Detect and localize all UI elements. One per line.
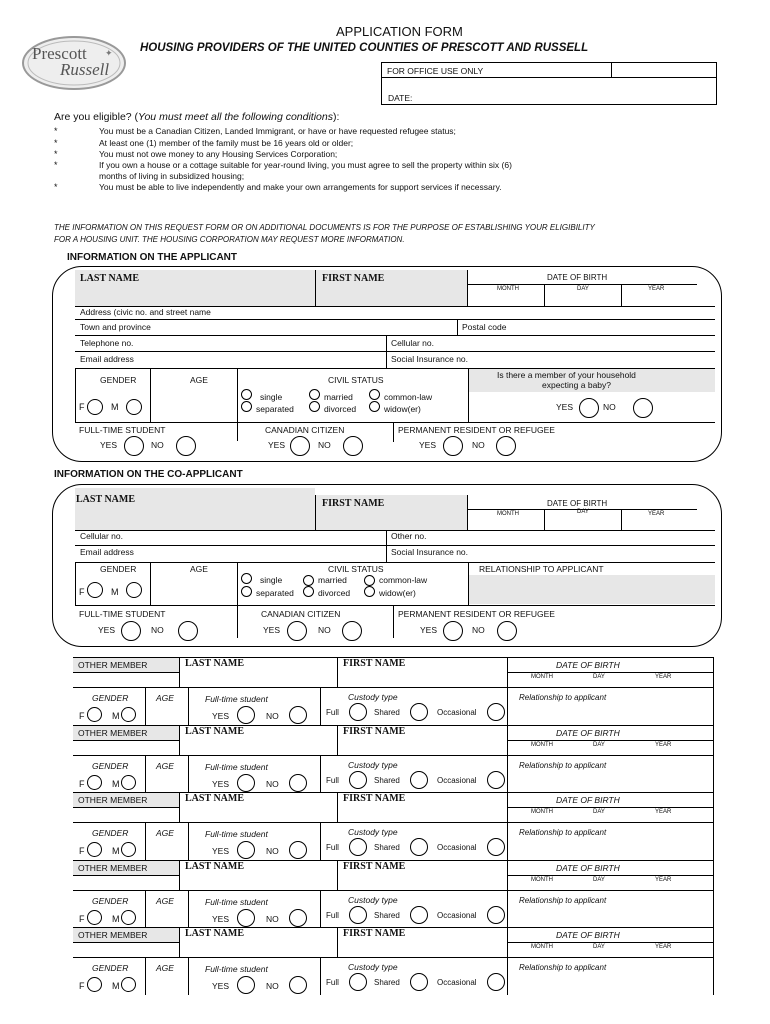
relationship-label: Relationship to applicant — [519, 761, 607, 770]
coapp-dob-label: DATE OF BIRTH — [547, 499, 608, 508]
other-member-label: OTHER MEMBER — [78, 728, 148, 738]
day-label: DAY — [593, 742, 605, 748]
widow-label: widow(er) — [379, 588, 416, 598]
no-label: NO — [266, 711, 279, 721]
bullet: * — [54, 182, 58, 192]
full-label: Full — [326, 911, 339, 920]
yes-label: YES — [212, 914, 230, 924]
age-label: AGE — [156, 761, 174, 771]
common-law-label: common-law — [379, 575, 428, 585]
relationship-label: Relationship to applicant — [519, 963, 607, 972]
relationship-label: Relationship to applicant — [519, 828, 607, 837]
coapp-married-radio[interactable] — [303, 575, 314, 586]
bullet: * — [54, 149, 58, 159]
email-field[interactable]: Email address — [80, 354, 134, 364]
occasional-label: Occasional — [437, 978, 477, 987]
gender-label: GENDER — [92, 828, 129, 838]
custody-occasional-radio[interactable] — [487, 703, 505, 721]
fulltime-label: Full-time student — [205, 762, 268, 772]
civil-status-label: CIVIL STATUS — [328, 564, 384, 574]
year-label: YEAR — [655, 877, 672, 883]
separated-radio[interactable] — [241, 401, 252, 412]
custody-full-radio[interactable] — [349, 906, 367, 924]
gender-label: GENDER — [100, 375, 137, 385]
yes-label: YES — [212, 711, 230, 721]
gender-m-radio[interactable] — [126, 399, 142, 415]
member-gender-f-radio[interactable] — [87, 707, 102, 722]
notice-line2: FOR A HOUSING UNIT. THE HOUSING CORPORATION MAY REQUEST MORE INFORMATION. — [54, 235, 405, 244]
member-fulltime-no-radio[interactable] — [289, 841, 307, 859]
no-label: NO — [266, 846, 279, 856]
yes-label: YES — [100, 440, 118, 450]
sin-field[interactable]: Social Insurance no. — [391, 354, 469, 364]
full-label: Full — [326, 843, 339, 852]
coapplicant-section-title: INFORMATION ON THE CO-APPLICANT — [54, 469, 243, 480]
year-label: YEAR — [655, 674, 672, 680]
custody-occasional-radio[interactable] — [487, 906, 505, 924]
coapp-fulltime-no-radio[interactable] — [178, 621, 198, 641]
yes-label: YES — [263, 625, 281, 635]
gender-m-label: M — [112, 779, 120, 789]
full-label: Full — [326, 978, 339, 987]
year-label: YEAR — [655, 742, 672, 748]
shared-label: Shared — [374, 708, 400, 717]
member-dob-label: DATE OF BIRTH — [556, 728, 620, 738]
member-gender-f-radio[interactable] — [87, 775, 102, 790]
member-gender-m-radio[interactable] — [121, 977, 136, 992]
other-member-label: OTHER MEMBER — [78, 660, 148, 670]
occasional-label: Occasional — [437, 843, 477, 852]
member-dob-label: DATE OF BIRTH — [556, 930, 620, 940]
gender-f-label: F — [79, 711, 85, 721]
coapp-citizen-no-radio[interactable] — [342, 621, 362, 641]
custody-shared-radio[interactable] — [410, 703, 428, 721]
member-dob-label: DATE OF BIRTH — [556, 660, 620, 670]
age-label: AGE — [190, 375, 208, 385]
coapp-last-name-label: LAST NAME — [76, 494, 135, 505]
coapp-other-field[interactable]: Other no. — [391, 531, 427, 541]
fulltime-label: Full-time student — [205, 694, 268, 704]
yes-label: YES — [268, 440, 286, 450]
common-law-radio[interactable] — [369, 389, 380, 400]
town-field[interactable]: Town and province — [80, 322, 151, 332]
page-subtitle: HOUSING PROVIDERS OF THE UNITED COUNTIES OF PRESCOTT AND RUSSELL — [140, 42, 589, 54]
gender-f-label: F — [79, 402, 85, 412]
other-member-label: OTHER MEMBER — [78, 795, 148, 805]
relationship-label: Relationship to applicant — [519, 896, 607, 905]
bullet: * — [54, 160, 58, 170]
member-fulltime-yes-radio[interactable] — [237, 706, 255, 724]
member-gender-m-radio[interactable] — [121, 910, 136, 925]
gender-f-label: F — [79, 981, 85, 991]
bullet: * — [54, 126, 58, 136]
baby-no-label: NO — [603, 402, 616, 412]
member-fulltime-no-radio[interactable] — [289, 774, 307, 792]
no-label: NO — [472, 440, 485, 450]
day-label: DAY — [577, 286, 589, 292]
resident-yes-radio[interactable] — [443, 436, 463, 456]
member-dob-label: DATE OF BIRTH — [556, 863, 620, 873]
member-last-name-label: LAST NAME — [185, 658, 244, 669]
coapp-fulltime-yes-radio[interactable] — [121, 621, 141, 641]
custody-occasional-radio[interactable] — [487, 973, 505, 991]
cellular-field[interactable]: Cellular no. — [391, 338, 434, 348]
full-label: Full — [326, 708, 339, 717]
applicant-dob-label: DATE OF BIRTH — [547, 273, 608, 282]
resident-label: PERMANENT RESIDENT OR REFUGEE — [398, 609, 555, 619]
gender-f-label: F — [79, 914, 85, 924]
custody-occasional-radio[interactable] — [487, 838, 505, 856]
custody-full-radio[interactable] — [349, 838, 367, 856]
day-label: DAY — [593, 944, 605, 950]
fulltime-label: Full-time student — [205, 829, 268, 839]
custody-full-radio[interactable] — [349, 703, 367, 721]
member-fulltime-no-radio[interactable] — [289, 706, 307, 724]
gender-m-label: M — [112, 914, 120, 924]
address-field[interactable]: Address (civic no. and street name — [80, 307, 211, 317]
postal-code-field[interactable]: Postal code — [462, 322, 507, 332]
no-label: NO — [151, 440, 164, 450]
custody-occasional-radio[interactable] — [487, 771, 505, 789]
gender-label: GENDER — [92, 896, 129, 906]
custody-shared-radio[interactable] — [410, 771, 428, 789]
custody-label: Custody type — [348, 827, 398, 837]
gender-m-label: M — [112, 981, 120, 991]
custody-full-radio[interactable] — [349, 973, 367, 991]
member-dob-label: DATE OF BIRTH — [556, 795, 620, 805]
coapp-common-law-radio[interactable] — [364, 575, 375, 586]
coapp-divorced-radio[interactable] — [303, 586, 314, 597]
custody-label: Custody type — [348, 760, 398, 770]
baby-question-2: expecting a baby? — [542, 380, 611, 390]
baby-yes-radio[interactable] — [579, 398, 599, 418]
no-label: NO — [472, 625, 485, 635]
resident-no-radio[interactable] — [496, 436, 516, 456]
no-label: NO — [266, 981, 279, 991]
coapp-citizen-yes-radio[interactable] — [287, 621, 307, 641]
member-first-name-label: FIRST NAME — [343, 658, 406, 669]
occasional-label: Occasional — [437, 911, 477, 920]
gender-label: GENDER — [92, 693, 129, 703]
logo-line2: Russell — [60, 60, 110, 79]
month-label: MONTH — [531, 877, 553, 883]
month-label: MONTH — [531, 742, 553, 748]
baby-no-radio[interactable] — [633, 398, 653, 418]
resident-label: PERMANENT RESIDENT OR REFUGEE — [398, 425, 555, 435]
custody-label: Custody type — [348, 895, 398, 905]
fulltime-label: FULL-TIME STUDENT — [79, 609, 166, 619]
member-first-name-label: FIRST NAME — [343, 726, 406, 737]
member-last-name-label: LAST NAME — [185, 861, 244, 872]
eligibility-item: You must be able to live independently and make your own arrangements for support services if necessary. — [99, 182, 502, 192]
divorced-label: divorced — [324, 404, 357, 414]
relationship-label: RELATIONSHIP TO APPLICANT — [479, 564, 604, 574]
eligibility-item-cont: months of living in subsidized housing; — [99, 171, 245, 181]
custody-label: Custody type — [348, 962, 398, 972]
custody-shared-radio[interactable] — [410, 973, 428, 991]
maple-leaf-icon: ✦ — [105, 48, 113, 58]
day-label: DAY — [593, 674, 605, 680]
member-last-name-label: LAST NAME — [185, 793, 244, 804]
bullet: * — [54, 138, 58, 148]
separated-label: separated — [256, 588, 294, 598]
member-gender-f-radio[interactable] — [87, 977, 102, 992]
member-fulltime-no-radio[interactable] — [289, 909, 307, 927]
widow-label: widow(er) — [384, 404, 421, 414]
citizen-no-radio[interactable] — [343, 436, 363, 456]
gender-m-label: M — [112, 846, 120, 856]
applicant-section-title: INFORMATION ON THE APPLICANT — [67, 252, 237, 263]
member-fulltime-yes-radio[interactable] — [237, 774, 255, 792]
member-gender-m-radio[interactable] — [121, 775, 136, 790]
month-label: MONTH — [497, 511, 519, 517]
yes-label: YES — [419, 440, 437, 450]
office-use-label: FOR OFFICE USE ONLY — [387, 66, 484, 76]
eligibility-item: If you own a house or a cottage suitable for year-round living, you must agree to sell the property within six (6) — [99, 160, 512, 170]
single-radio[interactable] — [241, 389, 252, 400]
member-first-name-label: FIRST NAME — [343, 793, 406, 804]
eligibility-title: Are you eligible? (You must meet all the following conditions): — [54, 111, 340, 123]
eligibility-item: You must be a Canadian Citizen, Landed Immigrant, or have or have requested refugee status; — [99, 126, 456, 136]
yes-label: YES — [420, 625, 438, 635]
member-fulltime-yes-radio[interactable] — [237, 841, 255, 859]
month-label: MONTH — [497, 286, 519, 292]
logo — [20, 34, 128, 92]
gender-label: GENDER — [92, 963, 129, 973]
custody-label: Custody type — [348, 692, 398, 702]
applicant-last-name-label: LAST NAME — [80, 273, 139, 284]
age-label: AGE — [156, 693, 174, 703]
age-label: AGE — [156, 963, 174, 973]
coapp-resident-yes-radio[interactable] — [443, 621, 463, 641]
coapp-sin-field[interactable]: Social Insurance no. — [391, 547, 469, 557]
member-gender-m-radio[interactable] — [121, 707, 136, 722]
separated-label: separated — [256, 404, 294, 414]
year-label: YEAR — [648, 511, 665, 517]
relationship-label: Relationship to applicant — [519, 693, 607, 702]
gender-f-label: F — [79, 846, 85, 856]
civil-status-label: CIVIL STATUS — [328, 375, 384, 385]
baby-question: Is there a member of your household — [497, 370, 636, 380]
coapp-widow-radio[interactable] — [364, 586, 375, 597]
member-gender-m-radio[interactable] — [121, 842, 136, 857]
shared-label: Shared — [374, 978, 400, 987]
fulltime-yes-radio[interactable] — [124, 436, 144, 456]
no-label: NO — [266, 779, 279, 789]
married-label: married — [318, 575, 347, 585]
divorced-label: divorced — [318, 588, 351, 598]
year-label: YEAR — [648, 286, 665, 292]
full-label: Full — [326, 776, 339, 785]
yes-label: YES — [98, 625, 116, 635]
single-label: single — [260, 575, 283, 585]
custody-full-radio[interactable] — [349, 771, 367, 789]
year-label: YEAR — [655, 809, 672, 815]
applicant-first-name-label: FIRST NAME — [322, 273, 385, 284]
occasional-label: Occasional — [437, 776, 477, 785]
gender-label: GENDER — [92, 761, 129, 771]
member-fulltime-yes-radio[interactable] — [237, 909, 255, 927]
day-label: DAY — [577, 509, 589, 515]
custody-shared-radio[interactable] — [410, 906, 428, 924]
telephone-field[interactable]: Telephone no. — [80, 338, 134, 348]
coapp-single-radio[interactable] — [241, 573, 252, 584]
shared-label: Shared — [374, 911, 400, 920]
shared-label: Shared — [374, 843, 400, 852]
member-first-name-label: FIRST NAME — [343, 928, 406, 939]
common-law-label: common-law — [384, 392, 433, 402]
widow-radio[interactable] — [369, 401, 380, 412]
fulltime-label: Full-time student — [205, 897, 268, 907]
no-label: NO — [318, 625, 331, 635]
citizen-label: CANADIAN CITIZEN — [265, 425, 345, 435]
coapp-resident-no-radio[interactable] — [497, 621, 517, 641]
page-title: APPLICATION FORM — [336, 24, 463, 39]
coapp-email-field[interactable]: Email address — [80, 547, 134, 557]
other-member-label: OTHER MEMBER — [78, 930, 148, 940]
day-label: DAY — [593, 877, 605, 883]
member-gender-f-radio[interactable] — [87, 910, 102, 925]
citizen-yes-radio[interactable] — [290, 436, 310, 456]
no-label: NO — [151, 625, 164, 635]
coapp-first-name-label: FIRST NAME — [322, 498, 385, 509]
divorced-radio[interactable] — [309, 401, 320, 412]
age-label: AGE — [190, 564, 208, 574]
coapp-gender-m-radio[interactable] — [126, 582, 142, 598]
notice-line1: THE INFORMATION ON THIS REQUEST FORM OR ON ADDITIONAL DOCUMENTS IS FOR THE PURPOSE OF ESTABLISHING YOUR ELIGIBILITY — [54, 223, 595, 232]
citizen-label: CANADIAN CITIZEN — [261, 609, 341, 619]
occasional-label: Occasional — [437, 708, 477, 717]
fulltime-label: FULL-TIME STUDENT — [79, 425, 166, 435]
date-label: DATE: — [388, 93, 413, 103]
eligibility-item: You must not owe money to any Housing Services Corporation; — [99, 149, 338, 159]
custody-shared-radio[interactable] — [410, 838, 428, 856]
day-label: DAY — [593, 809, 605, 815]
gender-f-radio[interactable] — [87, 399, 103, 415]
yes-label: YES — [212, 981, 230, 991]
member-last-name-label: LAST NAME — [185, 928, 244, 939]
no-label: NO — [266, 914, 279, 924]
member-fulltime-no-radio[interactable] — [289, 976, 307, 994]
other-member-label: OTHER MEMBER — [78, 863, 148, 873]
shared-label: Shared — [374, 776, 400, 785]
no-label: NO — [318, 440, 331, 450]
gender-m-label: M — [111, 402, 119, 412]
gender-f-label: F — [79, 587, 85, 597]
month-label: MONTH — [531, 944, 553, 950]
coapp-cellular-field[interactable]: Cellular no. — [80, 531, 123, 541]
married-label: married — [324, 392, 353, 402]
single-label: single — [260, 392, 283, 402]
month-label: MONTH — [531, 674, 553, 680]
month-label: MONTH — [531, 809, 553, 815]
age-label: AGE — [156, 828, 174, 838]
logo-line1: Prescott — [32, 44, 87, 63]
yes-label: YES — [212, 779, 230, 789]
member-gender-f-radio[interactable] — [87, 842, 102, 857]
married-radio[interactable] — [309, 389, 320, 400]
age-label: AGE — [156, 896, 174, 906]
gender-m-label: M — [111, 587, 119, 597]
member-first-name-label: FIRST NAME — [343, 861, 406, 872]
yes-label: YES — [212, 846, 230, 856]
coapp-gender-f-radio[interactable] — [87, 582, 103, 598]
fulltime-no-radio[interactable] — [176, 436, 196, 456]
coapp-separated-radio[interactable] — [241, 586, 252, 597]
eligibility-item: At least one (1) member of the family must be 16 years old or older; — [99, 138, 354, 148]
gender-label: GENDER — [100, 564, 137, 574]
member-last-name-label: LAST NAME — [185, 726, 244, 737]
year-label: YEAR — [655, 944, 672, 950]
member-fulltime-yes-radio[interactable] — [237, 976, 255, 994]
fulltime-label: Full-time student — [205, 964, 268, 974]
baby-yes-label: YES — [556, 402, 574, 412]
gender-f-label: F — [79, 779, 85, 789]
gender-m-label: M — [112, 711, 120, 721]
